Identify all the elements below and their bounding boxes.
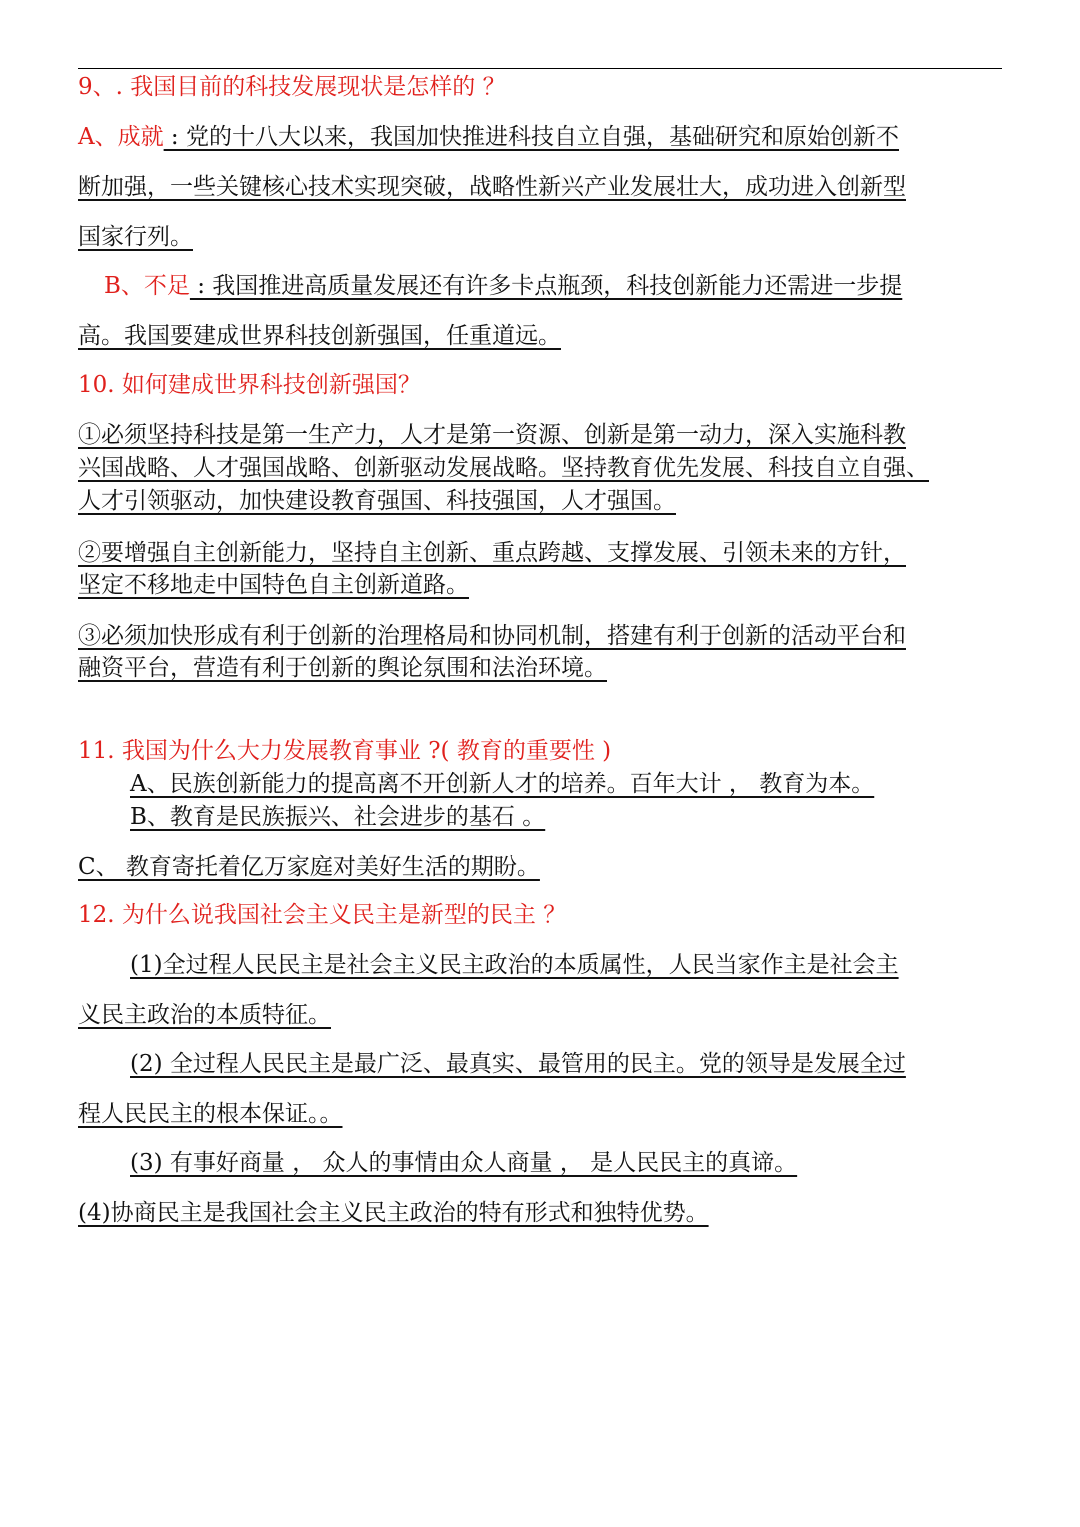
q11-title: 11. 我国为什么大力发展教育事业 ?( 教育的重要性 ) (78, 738, 612, 764)
q10-p2-line-2: 坚定不移地走中国特色自主创新道路。 (78, 572, 469, 598)
q9-a-text-1: : 党的十八大以来，我国加快推进科技自立自强，基础研究和原始创新不 (163, 124, 899, 150)
q12-p2-line-1: (2) 全过程人民民主是最广泛、最真实、最管用的民主。党的领导是发展全过 (130, 1051, 906, 1077)
q9-b-label: B、不足 (104, 273, 190, 299)
q9-b-line-2: 高。我国要建成世界科技创新强国，任重道远。 (78, 323, 561, 349)
q11-item-a: A、民族创新能力的提高离不开创新人才的培养。百年大计 ， 教育为本。 (130, 771, 875, 797)
q12-p2-line-2: 程人民民主的根本保证。。 (78, 1101, 343, 1127)
q10-p3-line-2: 融资平台，营造有利于创新的舆论氛围和法治环境。 (78, 655, 607, 681)
q12-p1-line-1: (1)全过程人民民主是社会主义民主政治的本质属性，人民当家作主是社会主 (130, 952, 899, 978)
q10-title: 10. 如何建成世界科技创新强国？ (78, 372, 421, 398)
q12-p3: (3) 有事好商量 ， 众人的事情由众人商量 ， 是人民民主的真谛。 (130, 1150, 798, 1176)
q10-p1-line-1: ①必须坚持科技是第一生产力，人才是第一资源、创新是第一动力，深入实施科教 (78, 422, 906, 448)
q9-a-line-2: 断加强，一些关键核心技术实现突破，战略性新兴产业发展壮大，成功进入创新型 (78, 174, 906, 200)
q12-p1-line-2: 义民主政治的本质特征。 (78, 1002, 331, 1028)
q12-p4: (4)协商民主是我国社会主义民主政治的特有形式和独特优势。 (78, 1200, 709, 1226)
q11-item-c: C、 教育寄托着亿万家庭对美好生活的期盼。 (78, 854, 540, 880)
q9-a-line-1 (78, 122, 899, 152)
q10-p3-line-1: ③必须加快形成有利于创新的治理格局和协同机制，搭建有利于创新的活动平台和 (78, 623, 906, 649)
q9-b-line-1 (78, 271, 902, 301)
q9-a-label: A、成就 (78, 124, 164, 150)
q9-title: 9、. 我国目前的科技发展现状是怎样的 ？ (78, 74, 506, 100)
q12-title: 12. 为什么说我国社会主义民主是新型的民主 ？ (78, 902, 567, 928)
q10-p1-line-3: 人才引领驱动，加快建设教育强国、科技强国，人才强国。 (78, 488, 676, 514)
q11-item-b: B、教育是民族振兴、社会进步的基石 。 (130, 804, 546, 830)
q9-a-line-3: 国家行列。 (78, 224, 193, 250)
q9-b-text-1: : 我国推进高质量发展还有许多卡点瓶颈，科技创新能力还需进一步提 (189, 273, 903, 299)
top-rule (78, 68, 1002, 69)
q10-p2-line-1: ②要增强自主创新能力，坚持自主创新、重点跨越、支撑发展、引领未来的方针， (78, 540, 906, 566)
q10-p1-line-2: 兴国战略、人才强国战略、创新驱动发展战略。坚持教育优先发展、科技自立自强、 (78, 455, 929, 481)
